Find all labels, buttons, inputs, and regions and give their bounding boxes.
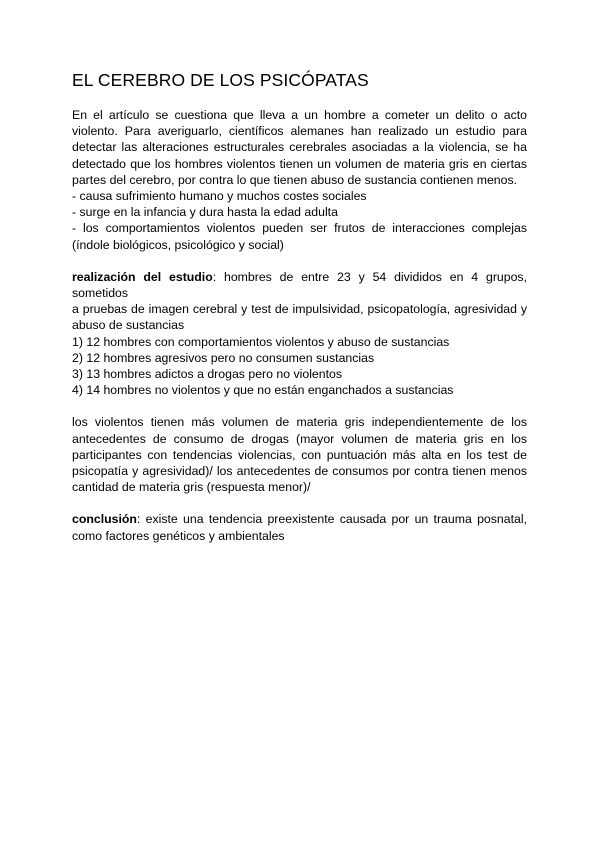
intro-paragraph — [72, 107, 527, 253]
paragraph-gap — [72, 253, 527, 269]
document-page — [72, 70, 527, 544]
study-line: a pruebas de imagen cerebral y test de impulsividad, psicopatología, agresividad y — [72, 302, 527, 317]
paragraph-gap — [72, 495, 527, 511]
results-line: los violentos tienen más volumen de materia gris independientemente de los — [72, 415, 527, 430]
results-line: cantidad de materia gris (respuesta menor)/ — [72, 480, 311, 495]
document-title: EL CEREBRO DE LOS PSICÓPATAS — [72, 70, 369, 90]
study-first-line-text: : hombres de entre 23 y 54 divididos en 4 grupos, sometidos — [72, 269, 527, 301]
intro-bullet: - surge en la infancia y dura hasta la edad adulta — [72, 205, 338, 220]
study-group-item: 2) 12 hombres agresivos pero no consumen sustancias — [72, 350, 375, 365]
conclusion-first-line — [72, 511, 527, 527]
conclusion-first-line-text: : existe una tendencia preexistente causada por un trauma posnatal, — [136, 512, 527, 527]
study-label: realización del estudio — [72, 269, 213, 284]
intro-line: detectar las alteraciones estructurales cerebrales asociadas a la violencia, se ha — [72, 140, 527, 155]
intro-line: partes del cerebro, por contra lo que tienen abuso de sustancia contienen menos. — [72, 172, 518, 187]
study-group-item: 3) 13 hombres adictos a drogas pero no violentos — [72, 367, 343, 382]
intro-bullet: (índole biológicos, psicológico y social) — [72, 237, 284, 252]
study-line: abuso de sustancias — [72, 318, 185, 333]
study-first-line — [72, 269, 527, 301]
intro-line: En el artículo se cuestiona que lleva a un hombre a cometer un delito o acto — [72, 108, 527, 122]
study-group-item: 4) 14 hombres no violentos y que no están enganchados a sustancias — [72, 383, 454, 398]
intro-line: violento. Para averiguarlo, científicos alemanes han realizado un estudio para — [72, 124, 527, 139]
conclusion-line: como factores genéticos y ambientales — [72, 528, 285, 543]
paragraph-gap — [72, 398, 527, 414]
results-line: psicopatía y agresividad)/ los antecedentes de consumos por contra tienen menos — [72, 464, 527, 479]
intro-line: detectado que los hombres violentos tienen un volumen de materia gris en ciertas — [72, 156, 527, 171]
study-group-item: 1) 12 hombres con comportamientos violentos y abuso de sustancias — [72, 334, 450, 349]
results-line: participantes con tendencias violencias, con puntuación más alta en los test de — [72, 447, 527, 462]
results-paragraph — [72, 414, 527, 495]
study-paragraph — [72, 269, 527, 399]
intro-bullet: - causa sufrimiento humano y muchos costes sociales — [72, 189, 367, 204]
intro-bullet: - los comportamientos violentos pueden ser frutos de interacciones complejas — [72, 221, 527, 236]
conclusion-paragraph — [72, 511, 527, 543]
conclusion-label: conclusión — [72, 512, 137, 527]
results-line: antecedentes de consumo de drogas (mayor volumen de materia gris en los — [72, 431, 527, 446]
